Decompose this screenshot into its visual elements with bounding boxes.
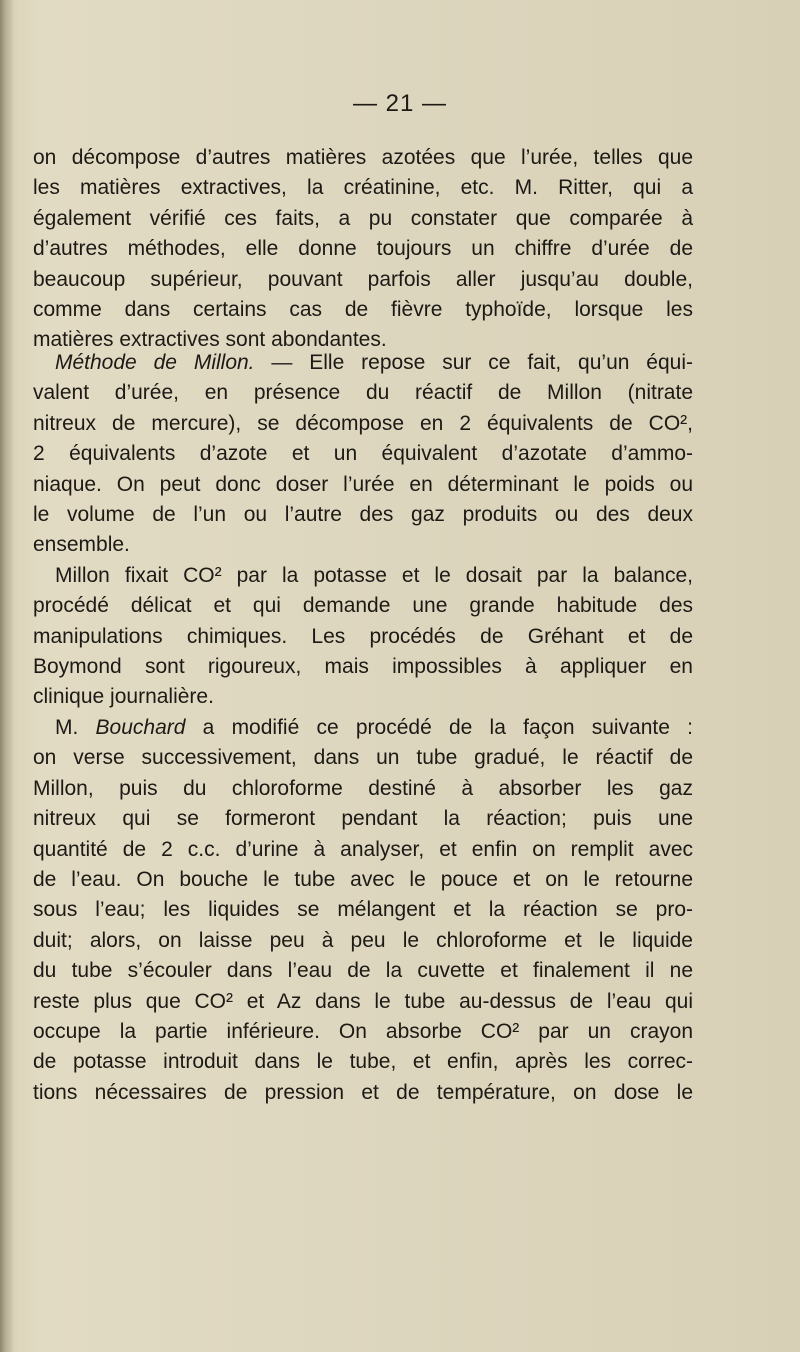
- section-methode-millon: [33, 348, 693, 1108]
- text-line: procédé délicat et qui demande une grande habitude des: [33, 594, 693, 618]
- section-heading-methode-millon: Méthode de Millon.: [55, 351, 255, 374]
- text-line: ensemble.: [33, 533, 130, 557]
- text-line: le volume de l’un ou l’autre des gaz produits ou des deux: [33, 503, 693, 527]
- text-fragment: M.: [55, 715, 96, 739]
- text-line: d’autres méthodes, elle donne toujours un chiffre d’urée de: [33, 237, 693, 261]
- text-line: du tube s’écouler dans l’eau de la cuvette et finalement il ne: [33, 959, 693, 983]
- text-line: sous l’eau; les liquides se mélangent et la réaction se pro-: [33, 898, 693, 922]
- paragraph-ure-decomposition: [33, 143, 693, 356]
- text-line: reste plus que CO² et Az dans le tube au-dessus de l’eau qui: [33, 989, 693, 1013]
- text-line: également vérifié ces faits, a pu constater que comparée à: [33, 206, 693, 230]
- text-line: [33, 348, 693, 378]
- text-line: manipulations chimiques. Les procédés de Gréhant et de: [33, 624, 693, 648]
- page-number: — 21 —: [352, 90, 448, 117]
- text-line: on verse successivement, dans un tube gradué, le réactif de: [33, 746, 693, 770]
- text-line: de potasse introduit dans le tube, et enfin, après les correc-: [33, 1050, 693, 1074]
- text-line: duit; alors, on laisse peu à peu le chloroforme et le liquide: [33, 928, 693, 952]
- text-line: beaucoup supérieur, pouvant parfois aller jusqu’au double,: [33, 267, 693, 291]
- text-line: 2 équivalents d’azote et un équivalent d’azotate d’ammo-: [33, 442, 693, 466]
- text-line: nitreux qui se formeront pendant la réaction; puis une: [33, 807, 693, 831]
- text-line: Boymond sont rigoureux, mais impossibles à appliquer en: [33, 655, 693, 679]
- text-line: Millon, puis du chloroforme destiné à absorber les gaz: [33, 776, 693, 800]
- text-line: Millon fixait CO² par la potasse et le dosait par la balance,: [55, 563, 693, 587]
- text-line: comme dans certains cas de fièvre typhoïde, lorsque les: [33, 298, 693, 322]
- text-line: de l’eau. On bouche le tube avec le pouce et on le retourne: [33, 867, 693, 891]
- page-binding-edge: [0, 0, 14, 1352]
- text-line: les matières extractives, la créatinine, etc. M. Ritter, qui a: [33, 176, 693, 200]
- text-fragment: a modifié ce procédé de la façon suivante :: [185, 715, 693, 739]
- text-line: occupe la partie inférieure. On absorbe CO² par un crayon: [33, 1019, 693, 1043]
- text-line: valent d’urée, en présence du réactif de Millon (nitrate: [33, 381, 693, 405]
- text-line: niaque. On peut donc doser l’urée en déterminant le poids ou: [33, 472, 693, 496]
- text-line: matières extractives sont abondantes.: [33, 328, 387, 352]
- text-line: [33, 713, 693, 743]
- text-line: tions nécessaires de pression et de température, on dose le: [33, 1080, 693, 1104]
- text-line: nitreux de mercure), se décompose en 2 équivalents de CO²,: [33, 411, 693, 435]
- text-fragment: — Elle repose sur ce fait, qu’un équi-: [254, 351, 693, 374]
- text-line: on décompose d’autres matières azotées que l’urée, telles que: [33, 146, 693, 169]
- text-line: clinique journalière.: [33, 685, 214, 709]
- author-name-bouchard: Bouchard: [95, 715, 186, 739]
- text-line: quantité de 2 c.c. d’urine à analyser, et enfin on remplit avec: [33, 837, 693, 861]
